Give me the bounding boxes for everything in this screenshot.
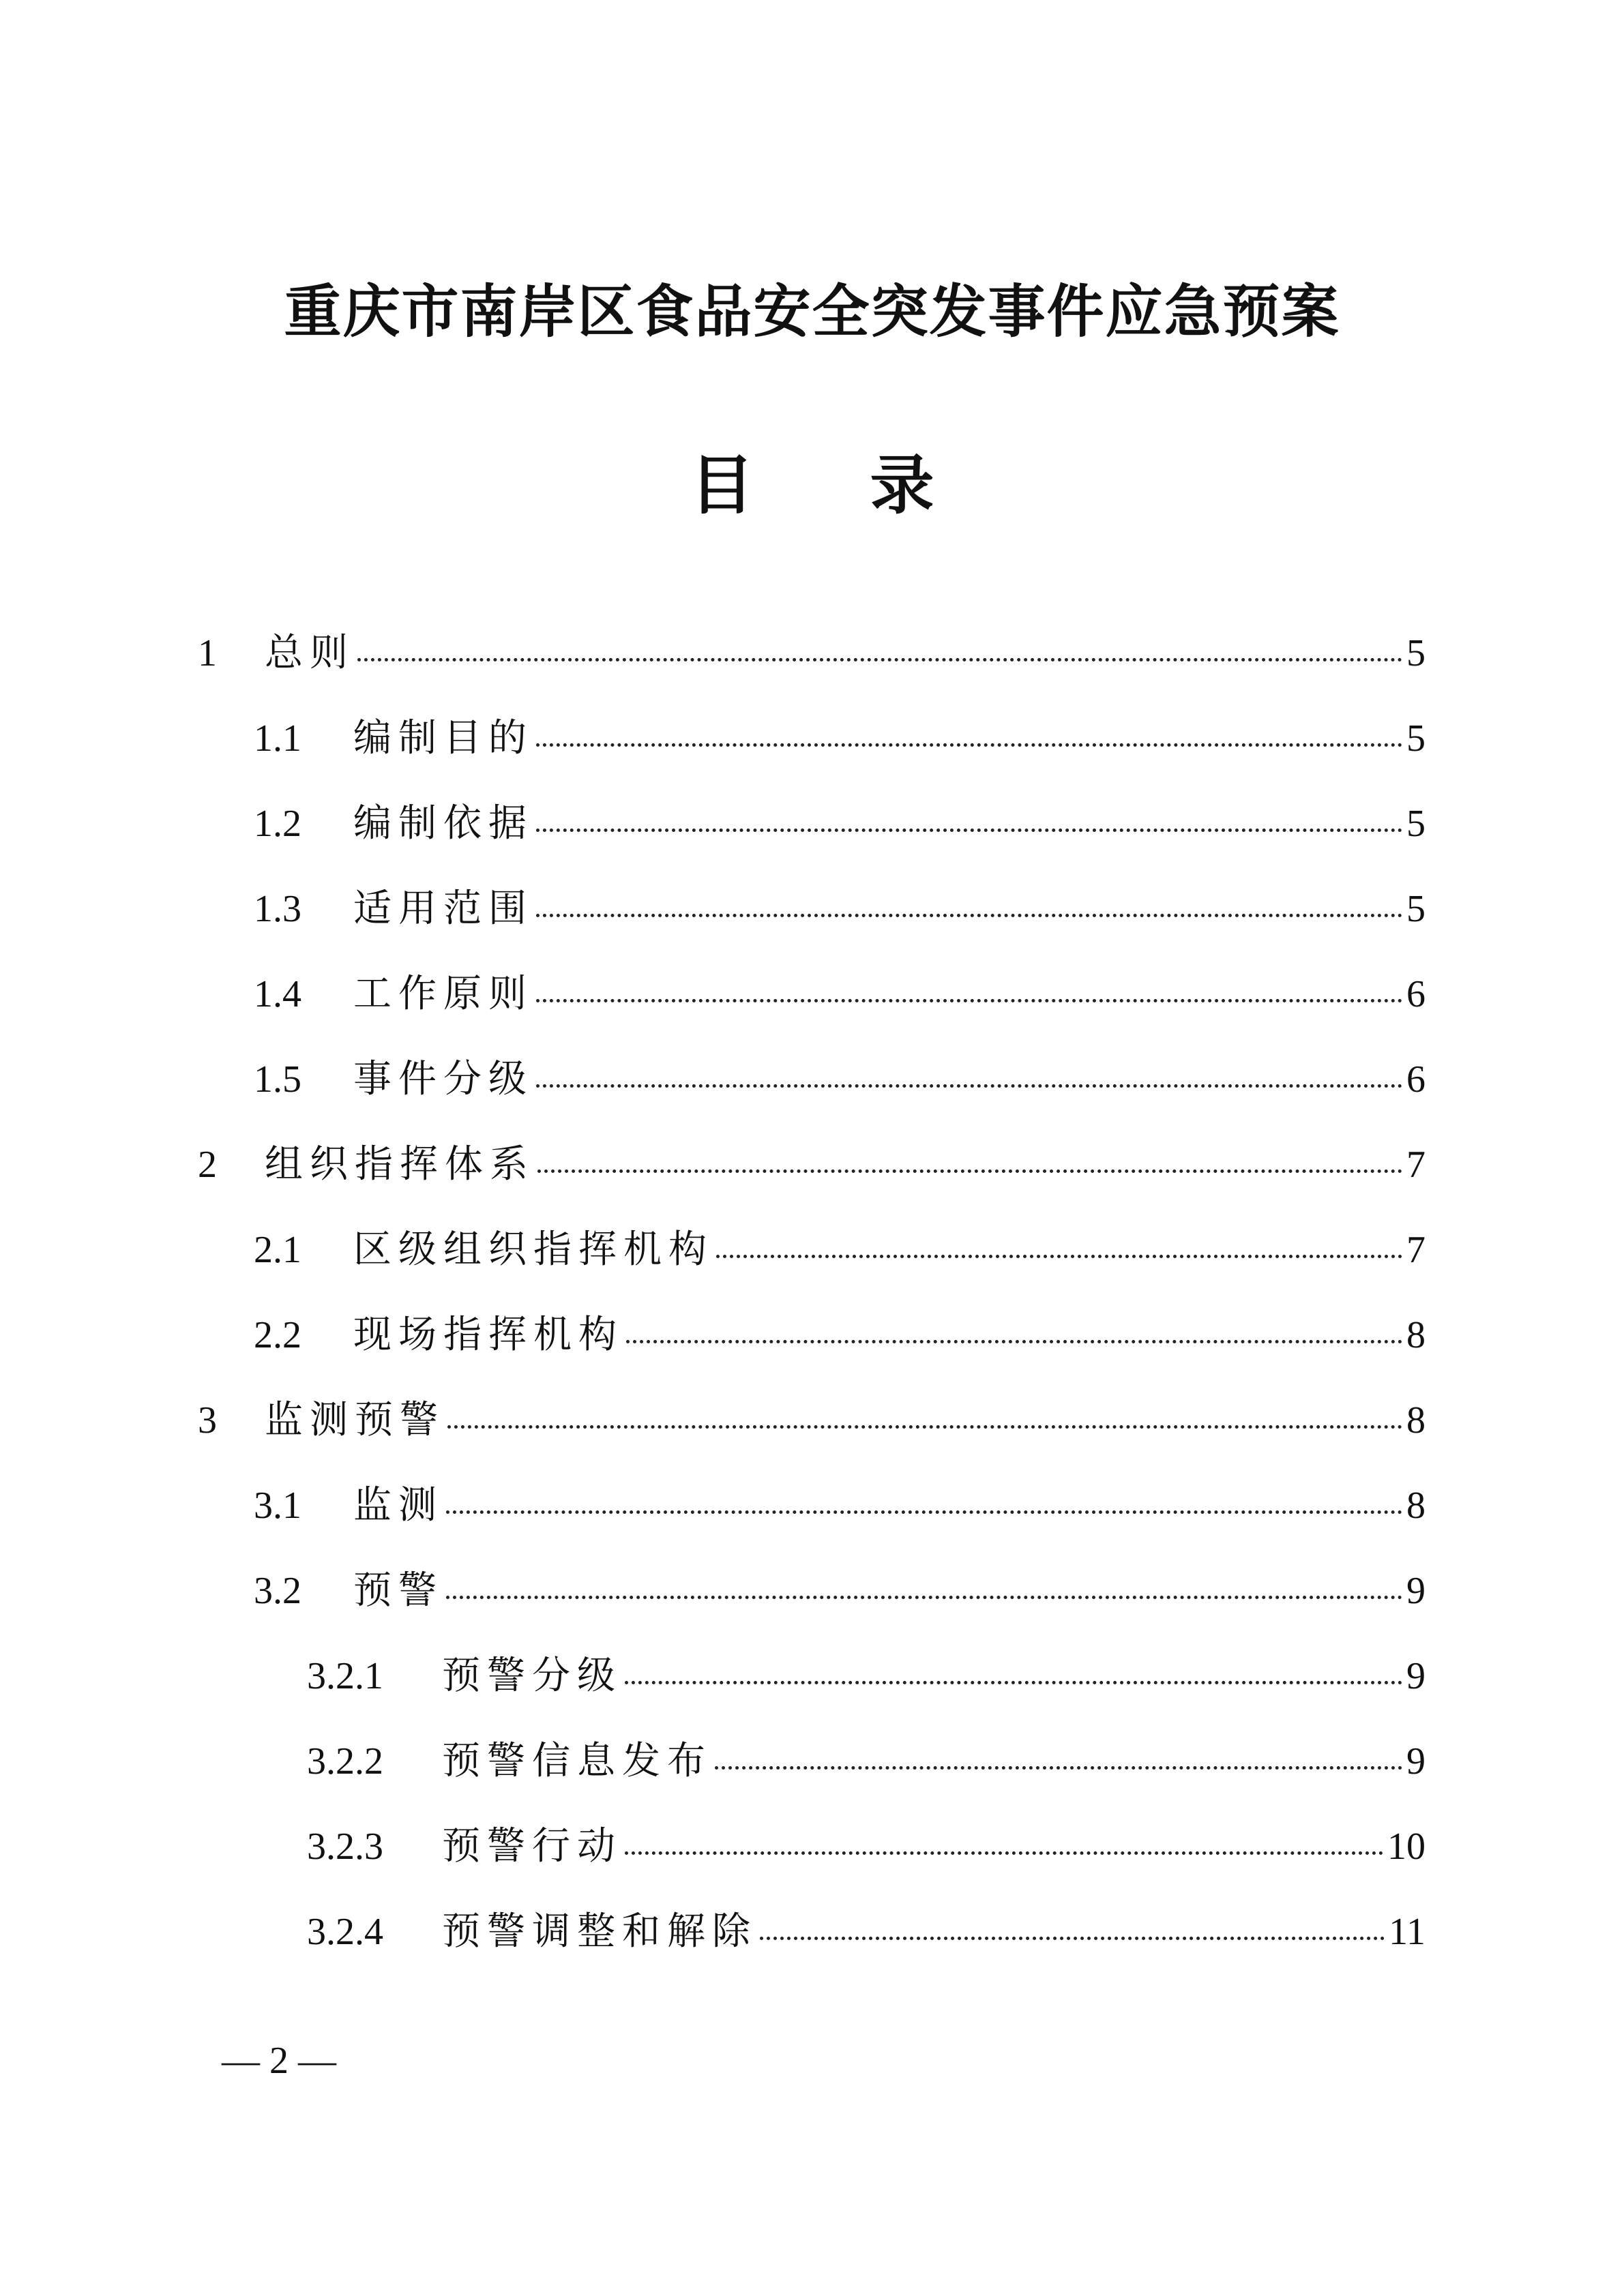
toc-entry-number: 3.2.3 (307, 1825, 383, 1868)
toc-entry-title: 区级组织指挥机构 (353, 1227, 713, 1272)
toc-dot-leader (537, 1169, 1402, 1173)
toc-entry-page: 5 (1406, 717, 1426, 760)
toc-entry-page: 7 (1406, 1144, 1426, 1186)
toc-entry-title: 预警信息发布 (442, 1739, 712, 1783)
toc-entry-title: 监测预警 (265, 1398, 445, 1442)
toc-entry-title: 预警行动 (442, 1824, 622, 1868)
toc-entry[interactable] (307, 1739, 1426, 1783)
toc-entry-number: 2.1 (254, 1229, 301, 1271)
toc-entry-page: 8 (1406, 1314, 1426, 1356)
toc-entry[interactable] (254, 1568, 1426, 1613)
toc-entry-title: 事件分级 (353, 1057, 533, 1101)
toc-entry-title: 总则 (265, 631, 355, 675)
toc-dot-leader (625, 1681, 1402, 1684)
toc-entry-page: 9 (1406, 1655, 1426, 1697)
toc-dot-leader (715, 1766, 1402, 1770)
toc-entry-page: 6 (1406, 973, 1426, 1015)
toc-dot-leader (536, 1084, 1402, 1088)
toc-entry-page: 5 (1406, 888, 1426, 930)
toc-entry-page: 8 (1406, 1399, 1426, 1442)
toc-entry-page: 9 (1406, 1740, 1426, 1783)
toc-entry-title: 组织指挥体系 (265, 1142, 535, 1187)
toc-entry[interactable] (307, 1909, 1426, 1954)
toc-dot-leader (447, 1425, 1402, 1429)
toc-dot-leader (716, 1255, 1402, 1258)
toc-heading-char-1: 目 (690, 448, 754, 523)
toc-entry-page: 6 (1406, 1058, 1426, 1101)
page-number-footer: — 2 — (222, 2040, 336, 2082)
toc-dot-leader (536, 743, 1402, 747)
toc-dot-leader (536, 914, 1402, 917)
toc-entry-title: 现场指挥机构 (353, 1313, 623, 1357)
toc-entry-number: 3.2.2 (307, 1740, 383, 1783)
toc-entry[interactable] (254, 972, 1426, 1016)
toc-entry[interactable] (254, 716, 1426, 760)
toc-entry-number: 2 (198, 1144, 217, 1186)
toc-entry-page: 10 (1387, 1825, 1426, 1868)
toc-entry-page: 8 (1406, 1485, 1426, 1527)
toc-dot-leader (626, 1340, 1402, 1343)
toc-entry-number: 1.5 (254, 1058, 301, 1101)
toc-entry[interactable] (254, 801, 1426, 846)
toc-entry-number: 1.1 (254, 717, 301, 760)
toc-entry-title: 编制依据 (353, 801, 533, 846)
toc-entry-number: 1.3 (254, 888, 301, 930)
toc-dot-leader (536, 999, 1402, 1002)
toc-heading-char-2: 录 (870, 448, 934, 523)
toc-entry[interactable] (254, 1057, 1426, 1101)
toc-dot-leader (357, 658, 1402, 661)
toc-entry-number: 1 (198, 632, 217, 674)
toc-entry[interactable] (307, 1654, 1426, 1698)
toc-dot-leader (760, 1937, 1385, 1940)
document-title: 重庆市南岸区食品安全突发事件应急预案 (284, 278, 1340, 345)
toc-entry-title: 适用范围 (353, 886, 533, 931)
toc-entry[interactable] (198, 631, 1426, 675)
toc-entry-number: 2.2 (254, 1314, 301, 1356)
toc-entry-page: 5 (1406, 803, 1426, 845)
toc-entry-title: 预警分级 (442, 1654, 622, 1698)
toc-entry-page: 9 (1406, 1570, 1426, 1612)
toc-entry-page: 7 (1406, 1229, 1426, 1271)
toc-entry-title: 监测 (353, 1483, 443, 1527)
toc-entry-title: 编制目的 (353, 716, 533, 760)
toc-entry-page: 11 (1389, 1911, 1426, 1953)
toc-entry-number: 3.1 (254, 1485, 301, 1527)
toc-entry[interactable] (254, 1227, 1426, 1272)
toc-dot-leader (536, 829, 1402, 832)
toc-entry-number: 3.2.4 (307, 1911, 383, 1953)
toc-entry[interactable] (198, 1142, 1426, 1187)
toc-entry[interactable] (307, 1824, 1426, 1868)
toc-entry-number: 3 (198, 1399, 217, 1442)
toc-entry[interactable] (254, 886, 1426, 931)
toc-dot-leader (625, 1851, 1383, 1855)
toc-entry-number: 3.2.1 (307, 1655, 383, 1697)
toc-entry-number: 3.2 (254, 1570, 301, 1612)
toc-entry[interactable] (254, 1313, 1426, 1357)
toc-entry-title: 工作原则 (353, 972, 533, 1016)
toc-entry-title: 预警调整和解除 (442, 1909, 757, 1954)
toc-entry[interactable] (254, 1483, 1426, 1527)
toc-entry[interactable] (198, 1398, 1426, 1442)
toc-dot-leader (446, 1596, 1402, 1599)
toc-entry-page: 5 (1406, 632, 1426, 674)
toc-entry-number: 1.4 (254, 973, 301, 1015)
toc-dot-leader (446, 1510, 1402, 1514)
toc-entry-number: 1.2 (254, 803, 301, 845)
toc-entry-title: 预警 (353, 1568, 443, 1613)
